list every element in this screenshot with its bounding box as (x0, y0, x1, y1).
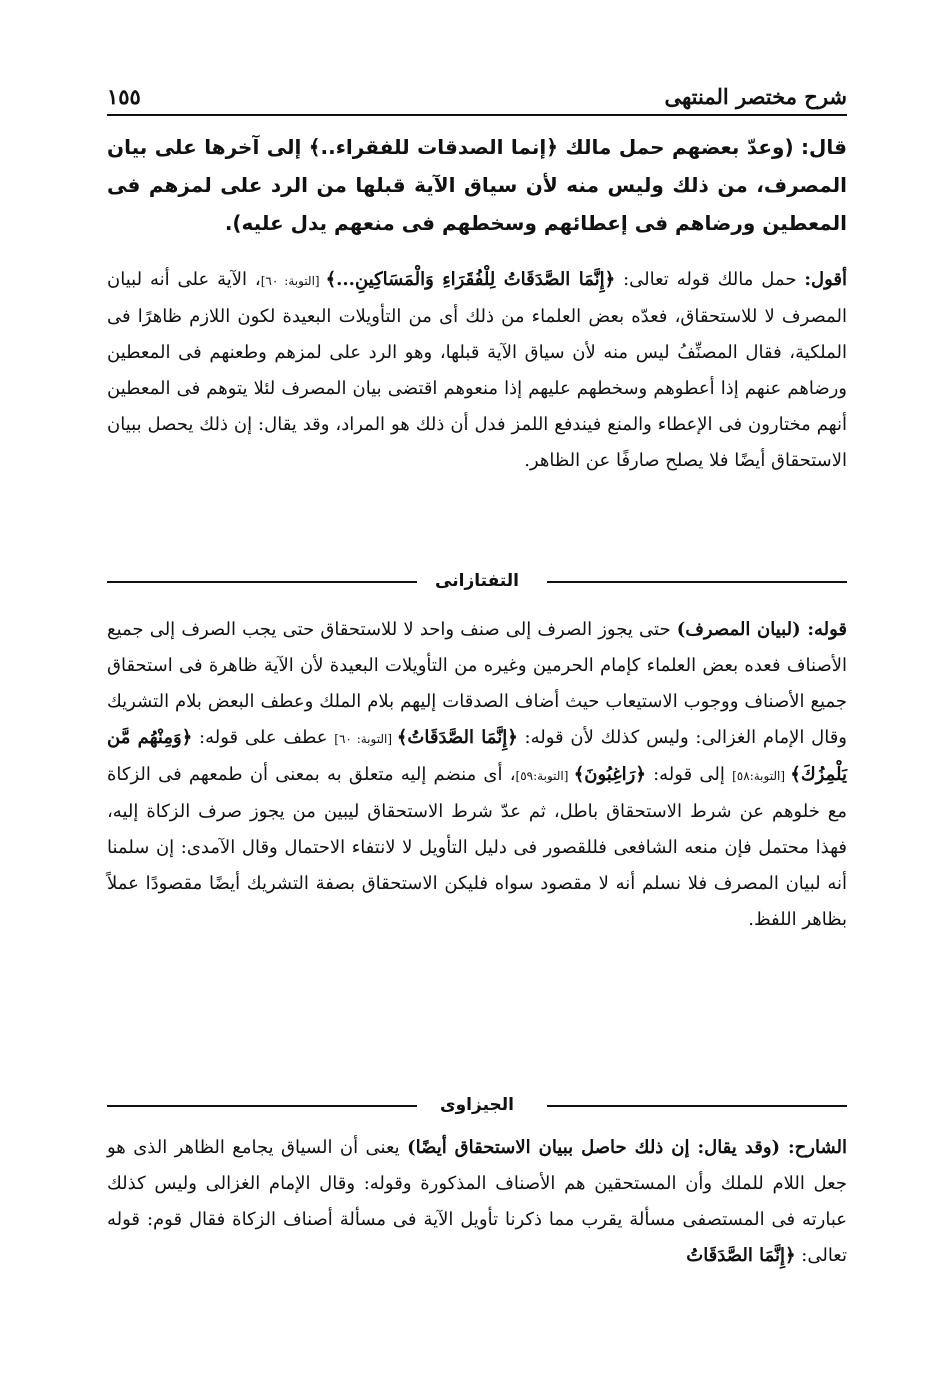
book-title: شرح مختصر المنتهى (664, 84, 847, 109)
quran-quote: ﴿إِنَّمَا الصَّدَقَاتُ﴾ (396, 727, 518, 748)
taftazani-keyword: قوله: (807, 619, 847, 640)
quran-reference: [التوبة:٥٩] (515, 769, 574, 783)
section-divider-jizawi (107, 1092, 847, 1120)
jizawi-keyword: الشارح: (788, 1137, 847, 1158)
jizawi-text-1: يعنى أن السياق يجامع الظاهر الذى هو جعل اللام للملك وأن المستحقين هم الأصناف المذكورة وقوله: وقال الإمام الغزالى وليس كذلك عبارته فى المستصفى مسألة يقرب مما ذكرنا تأويل الآية فى مسألة أصناف الزكاة فقال قوم: قوله تعالى: (107, 1137, 847, 1266)
quran-quote: ﴿رَاغِبُونَ﴾ (573, 764, 646, 785)
jizawi-lemma: (وقد يقال: إن ذلك حاصل ببيان الاستحقاق أيضًا) (407, 1137, 789, 1158)
quran-reference: [التوبة:٥٨] (732, 769, 791, 783)
taftazani-lemma: (لبيان المصرف) (676, 619, 808, 640)
section-divider-taftazani (107, 568, 847, 596)
divider-label: التفتازانى (435, 571, 519, 591)
taftazani-text-1: حتى يجوز الصرف إلى صنف واحد لا للاستحقاق حتى يجب الصرف إلى جميع الأصناف فعده بعض العلماء كإمام الحرمين وغيره من التأويلات البعيدة لأن الآية ظاهرة فى استحقاق جميع الأصناف ووجوب الاستيعاب حيث أضاف الصدقات إليهم بلام الملك وعطف البعض بلام التشريك وقال الإمام الغزالى: وليس كذلك لأن قوله: (107, 619, 847, 748)
sharh-text-1: حمل مالك قوله تعالى: (615, 269, 805, 290)
taftazani-text-4: ، أى منضم إليه متعلق به بمعنى أن طمعهم فى الزكاة مع خلوهم عن شرط الاستحقاق باطل، ثم عدّ شرط الاستحقاق ليبين من يجوز صرف الزكاة إليه، فهذا محتمل فإن منعه الشافعى فللقصور فى دليل التأويل لا لانتفاء الاحتمال وقال الآمدى: إن سلمنا أنه لبيان المصرف فلا نسلم أنه لا مقصود سواه فليكن الاستحقاق بصفة التشريك أيضًا مقصودًا عملاً بظاهر اللفظ. (107, 764, 847, 930)
divider-label: الجيزاوى (440, 1095, 514, 1115)
matn-keyword: قال: (801, 135, 847, 159)
sharh-keyword: أقول: (804, 269, 847, 290)
page (107, 0, 847, 1374)
quran-reference: [التوبة: ٦٠] (334, 732, 397, 746)
quran-quote: ﴿إِنَّمَا الصَّدَقَاتُ (686, 1245, 796, 1266)
sharh-text-2: ، الآية على أنه لبيان المصرف لا للاستحقاق، فعدّه بعض العلماء من ذلك أى من التأويلات البعيدة لكون اللازم ظاهرًا فى الملكية، فقال المصنِّفُ ليس منه لأن سياق الآية قبلها، وهو الرد على لمزهم وطعنهم فى المعطين ورضاهم عنهم إذا أعطوهم وسخطهم عليهم إذا منعوهم اقتضى بيان المصرف لئلا يتوهم فى المعطين أنهم مختارون فى الإعطاء والمنع فيندفع اللمز فدل أن ذلك هو المراد، وقد يقال: إن ذلك يحصل ببيان الاستحقاق أيضًا فلا يصلح صارفًا عن الظاهر. (107, 269, 847, 471)
matn-paragraph (107, 128, 847, 242)
page-number: ١٥٥ (107, 84, 141, 109)
taftazani-text-2: عطف على قوله: (192, 727, 335, 748)
taftazani-paragraph (107, 612, 847, 938)
taftazani-text-3: إلى قوله: (645, 764, 733, 785)
quran-quote: ﴿وَمِنْهُم مَّن يَلْمِزُكَ﴾ (107, 727, 847, 785)
quran-reference: [التوبة: ٦٠] (260, 274, 326, 288)
matn-text: (وعدّ بعضهم حمل مالك ﴿إنما الصدقات للفقراء..﴾ إلى آخرها على بيان المصرف، من ذلك وليس منه لأن سياق الآية قبلها من الرد على لمزهم فى المعطين ورضاهم فى إعطائهم وسخطهم فى منعهم يدل عليه). (107, 135, 847, 235)
quran-quote: ﴿إِنَّمَا الصَّدَقَاتُ لِلْفُقَرَاءِ وَالْمَسَاكِينِ...﴾ (325, 269, 616, 290)
jizawi-paragraph (107, 1130, 847, 1274)
running-header (107, 80, 847, 116)
sharh-paragraph (107, 262, 847, 479)
